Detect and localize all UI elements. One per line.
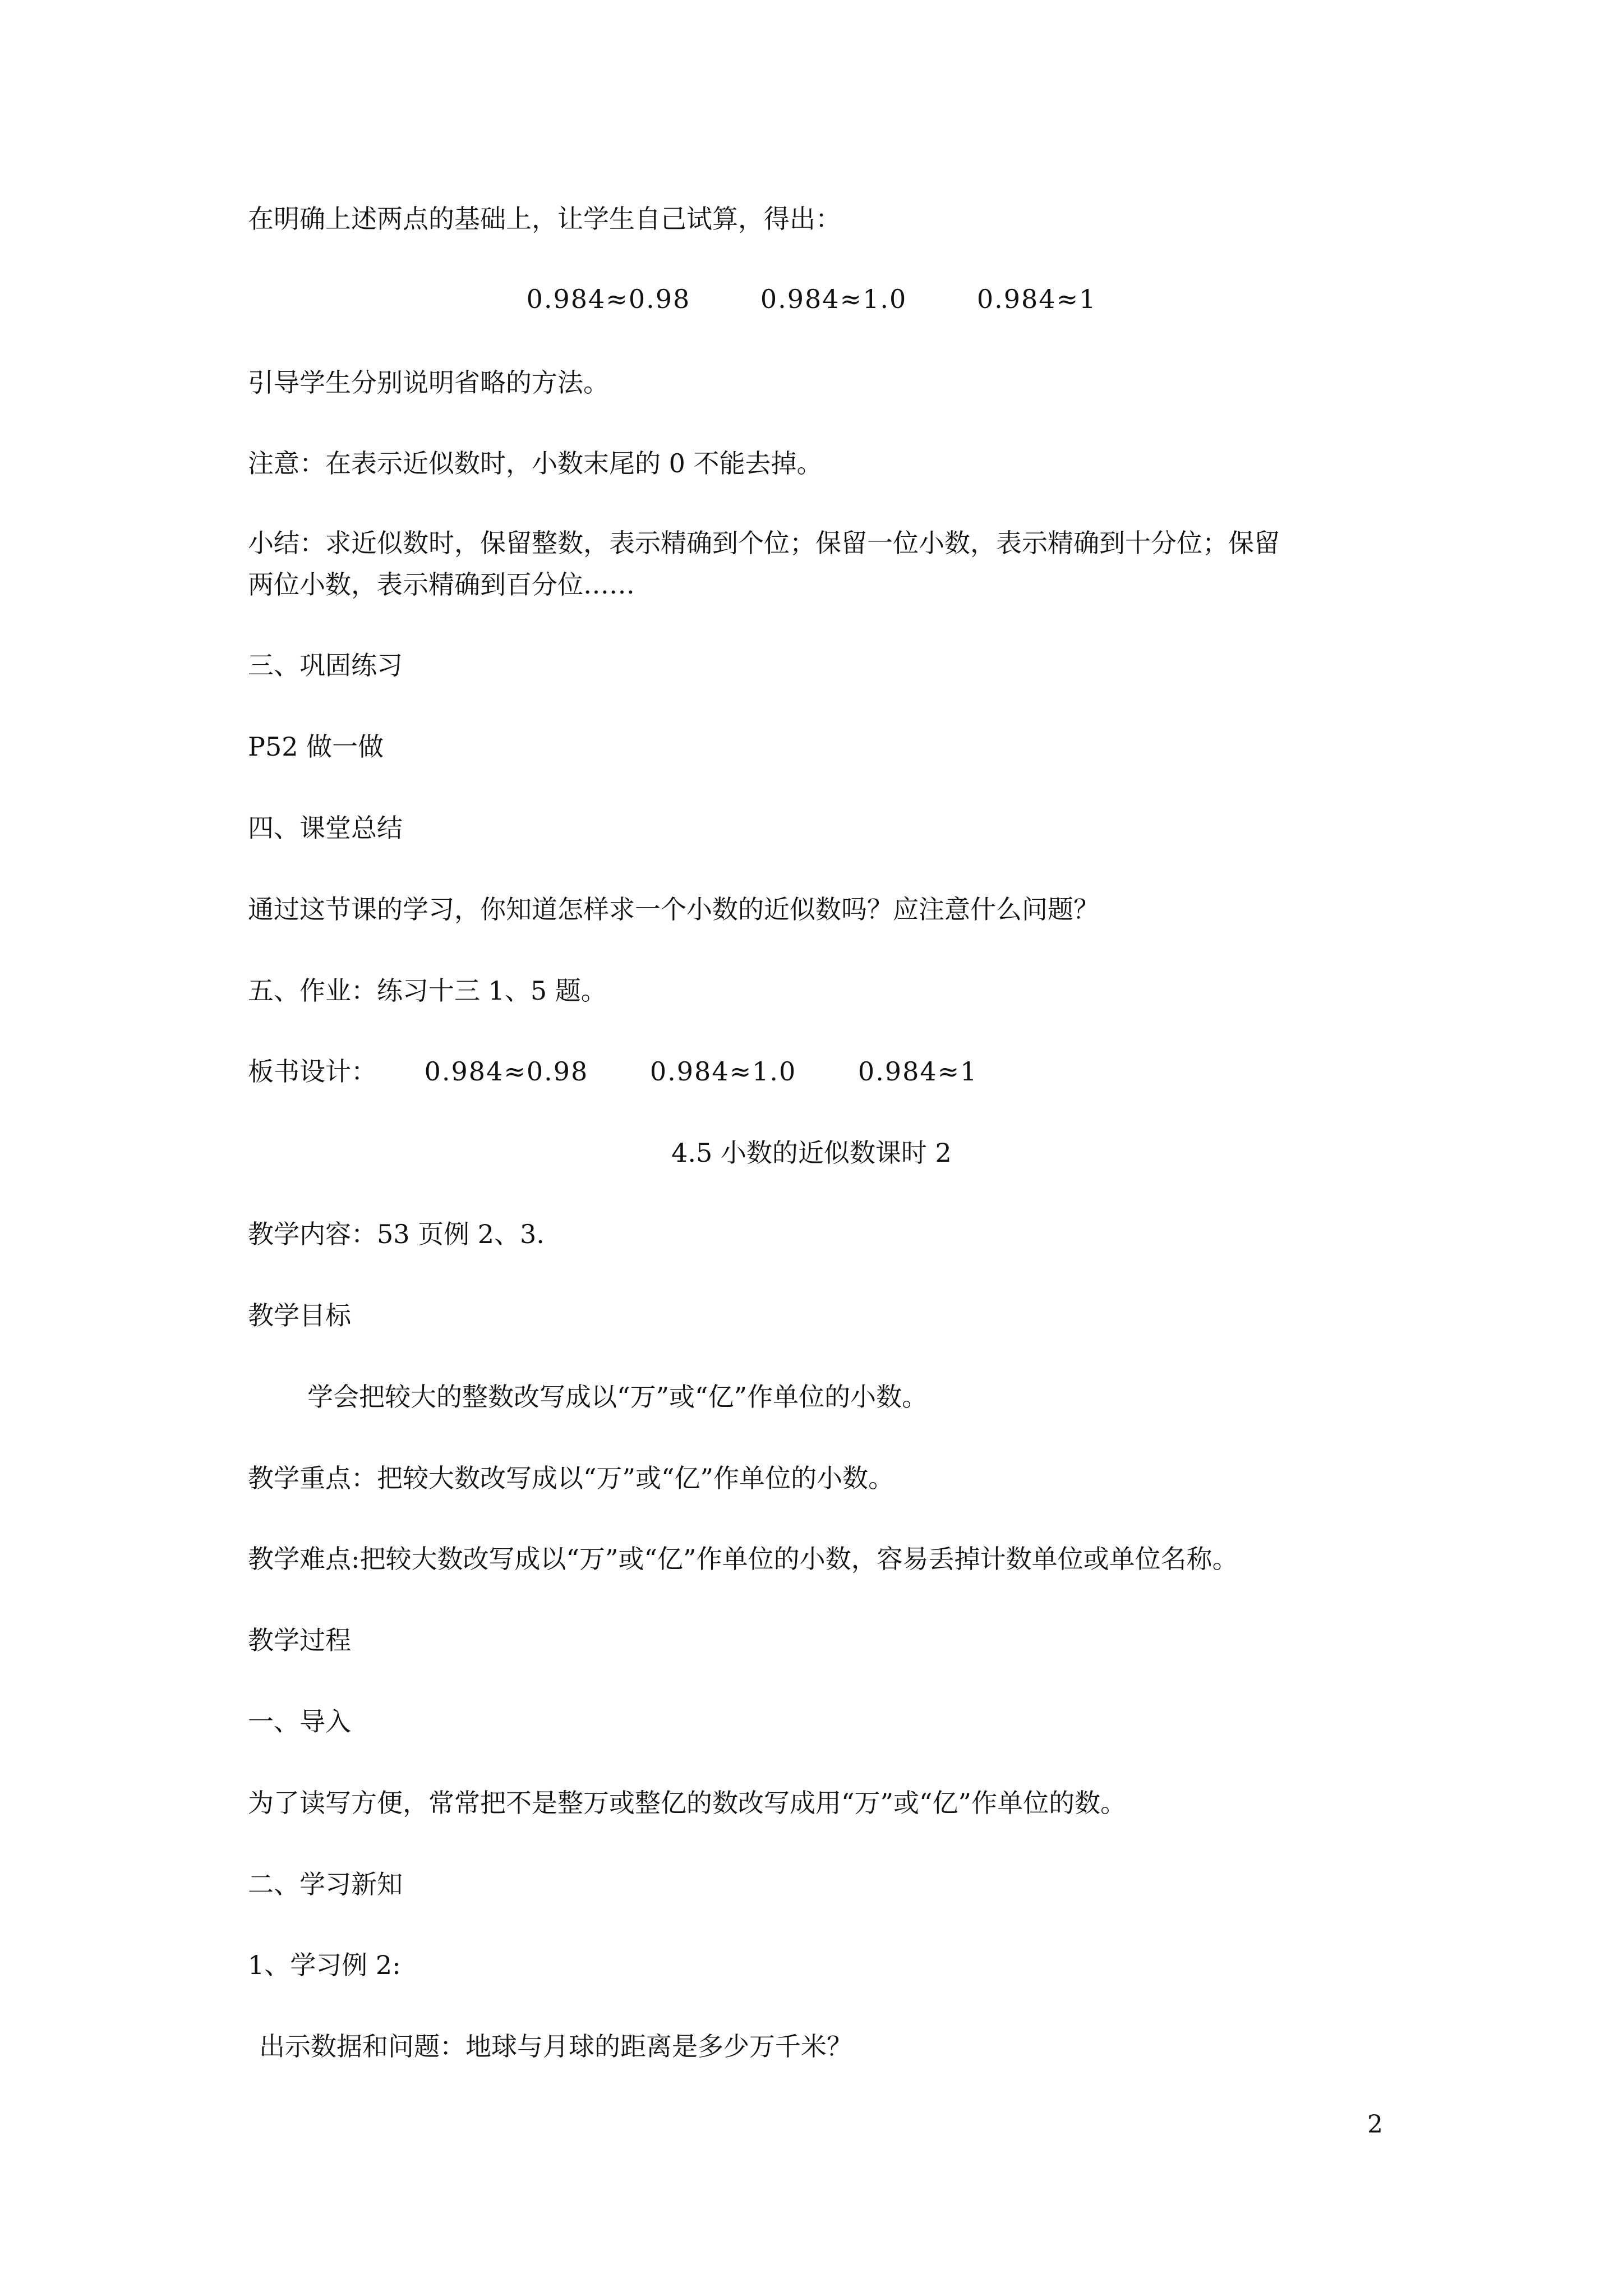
equation-row: [0, 282, 1623, 316]
section-heading-practice: 三、巩固练习: [248, 650, 403, 680]
heading-goals: 教学目标: [248, 1300, 351, 1331]
equation-1: 0.984≈0.98: [526, 284, 691, 314]
equation-2: 0.984≈1.0: [760, 284, 907, 314]
page-number: 2: [1367, 2110, 1383, 2139]
paragraph-intro-text: 为了读写方便，常常把不是整万或整亿的数改写成用“万”或“亿”作单位的数。: [248, 1788, 1127, 1818]
board-design-label: 板书设计：: [248, 1056, 377, 1087]
section-heading-new-knowledge: 二、学习新知: [248, 1869, 403, 1899]
paragraph-homework: 五、作业：练习十三 1、5 题。: [248, 976, 607, 1006]
paragraph-note: 注意：在表示近似数时，小数末尾的 0 不能去掉。: [248, 448, 823, 478]
paragraph-summary-line2: 两位小数，表示精确到百分位……: [248, 569, 635, 600]
board-design: [248, 1055, 978, 1088]
section-heading-summary: 四、课堂总结: [248, 813, 403, 843]
paragraph-goal: 学会把较大的整数改写成以“万”或“亿”作单位的小数。: [307, 1382, 928, 1412]
paragraph-summary-line1: 小结：求近似数时，保留整数，表示精确到个位；保留一位小数，表示精确到十分位；保留: [248, 528, 1280, 558]
equation-3: 0.984≈1: [976, 284, 1097, 314]
board-equation-1: 0.984≈0.98: [424, 1056, 589, 1087]
subsection-example-2: 1、学习例 2:: [248, 1950, 401, 1980]
heading-process: 教学过程: [248, 1625, 351, 1655]
paragraph-method: 引导学生分别说明省略的方法。: [248, 367, 609, 398]
paragraph-key-point: 教学重点：把较大数改写成以“万”或“亿”作单位的小数。: [248, 1463, 895, 1493]
lesson-title: 4.5 小数的近似数课时 2: [671, 1138, 952, 1168]
board-equation-3: 0.984≈1: [857, 1056, 978, 1087]
paragraph-example-question: 出示数据和问题：地球与月球的距离是多少万千米？: [259, 2031, 852, 2062]
paragraph-difficulty: 教学难点:把较大数改写成以“万”或“亿”作单位的小数，容易丢掉计数单位或单位名称。: [248, 1544, 1238, 1574]
paragraph-intro: 在明确上述两点的基础上，让学生自己试算，得出：: [248, 204, 841, 234]
board-equation-2: 0.984≈1.0: [649, 1056, 797, 1087]
section-heading-intro: 一、导入: [248, 1706, 351, 1737]
paragraph-question: 通过这节课的学习，你知道怎样求一个小数的近似数吗？应注意什么问题？: [248, 894, 1099, 924]
paragraph-exercise: P52 做一做: [248, 731, 384, 762]
paragraph-content: 教学内容：53 页例 2、3.: [248, 1219, 545, 1249]
